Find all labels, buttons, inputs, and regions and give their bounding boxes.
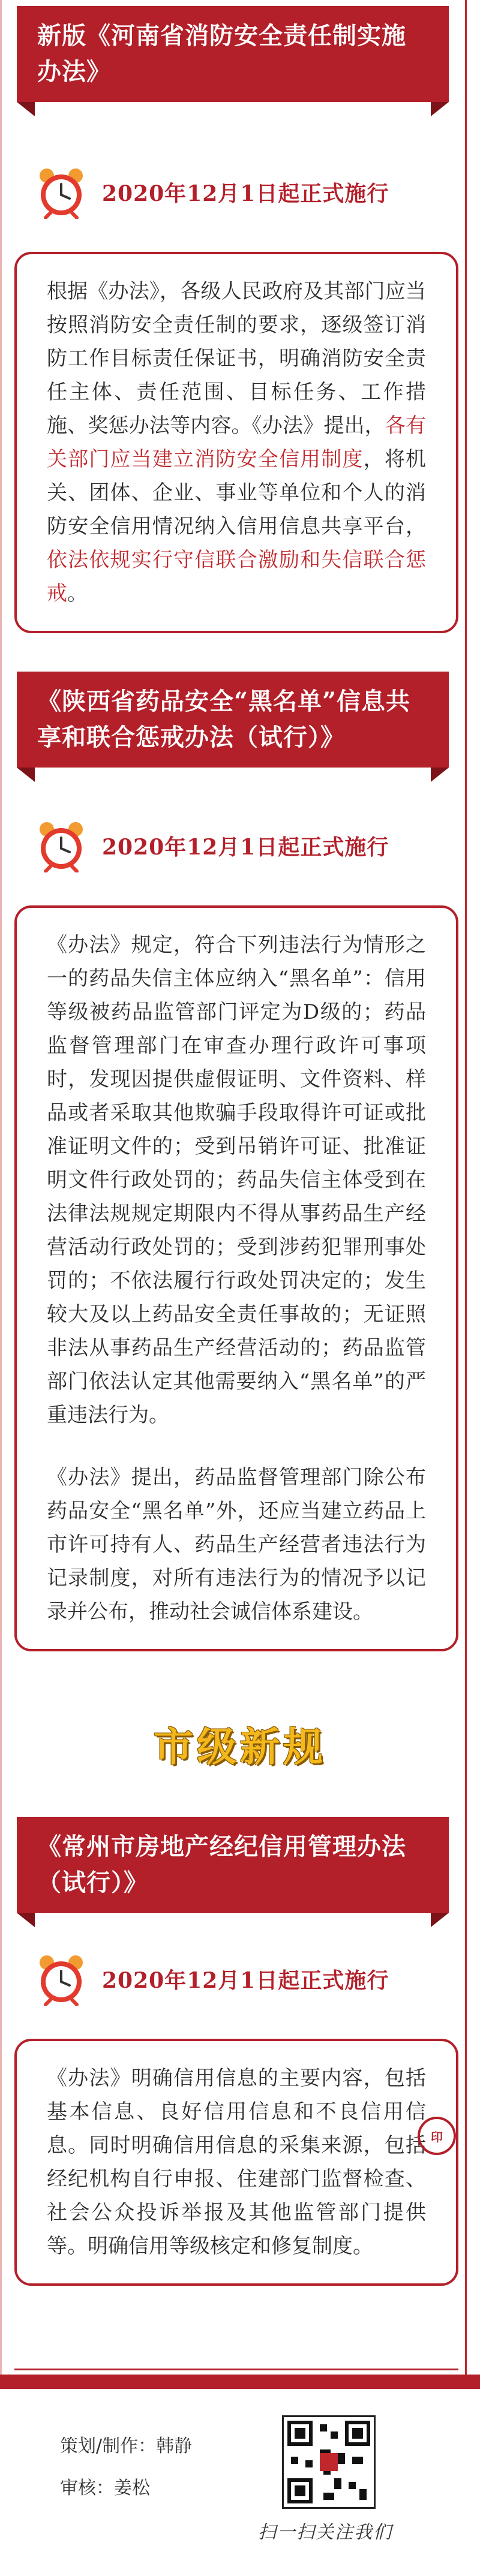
text-run: 根据《办法》，各级人民政府及其部门应当按照消防安全责任制的要求，逐级签订消防工作目标责任保证书，明确消防安全责任主体、责任范围、目标任务、工作措施、奖惩办法等内容。《办法》提出， xyxy=(47,279,426,438)
left-border-line xyxy=(0,0,2,2375)
section-2-date: 2020年12月1日起正式施行 xyxy=(102,834,389,860)
alarm-clock-icon xyxy=(36,1952,86,2006)
right-border-line xyxy=(465,0,467,2375)
section-1-date-row xyxy=(36,162,389,222)
section-3-paragraph-1 xyxy=(47,2062,426,2263)
qr-code-icon[interactable] xyxy=(282,2415,376,2509)
section-1-paragraph-1 xyxy=(47,275,426,610)
section-3-title: 《常州市房地产经纪信用管理办法（试行）》 xyxy=(37,1832,406,1897)
section-3-date: 2020年12月1日起正式施行 xyxy=(102,1967,389,1993)
scan-follow-text: 扫一扫关注我们 xyxy=(258,2522,392,2543)
highlight-text-run: 各有关部门应当建立消防安全信用制度 xyxy=(47,414,427,471)
highlight-text-run: 依法依规实行守信联合激励和失信联合惩戒 xyxy=(47,548,426,606)
planner-credit: 策划/制作：韩静 xyxy=(60,2436,193,2457)
text-run: 。 xyxy=(67,582,88,606)
footer xyxy=(0,2389,480,2576)
section-2-title-banner xyxy=(17,672,449,768)
seal-icon: 印 xyxy=(418,2117,456,2155)
section-2-paragraph-2 xyxy=(47,1461,426,1629)
section-1-date: 2020年12月1日起正式施行 xyxy=(102,180,389,206)
section-2-paragraph-1 xyxy=(47,928,426,1432)
alarm-clock-icon xyxy=(36,818,86,872)
text-run: ，将机关、团体、企业、事业等单位和个人的消防安全信用情况纳入信用信息共享平台， xyxy=(47,447,427,538)
section-3-content-card xyxy=(14,2039,458,2286)
alarm-clock-icon xyxy=(36,165,86,219)
reviewer-credit: 审核：姜松 xyxy=(60,2478,150,2499)
text-run: 《办法》提出，药品监督管理部门除公布药品安全“黑名单”外，还应当建立药品上市许可持有人、药品生产经营者违法行为记录制度，对所有违法行为的情况予以记录并公布，推动社会诚信体系建设。 xyxy=(47,1465,426,1624)
section-3-title-banner xyxy=(17,1817,449,1913)
section-3-date-row xyxy=(36,1949,389,2009)
city-regulations-heading: 市级新规 xyxy=(154,1724,326,1770)
footer-divider xyxy=(14,2357,458,2370)
section-1-title-banner xyxy=(17,6,449,102)
text-run: 《办法》明确信用信息的主要内容，包括基本信息、良好信用信息和不良信用信息。同时明确信用信息的采集来源，包括经纪机构自行申报、住建部门监督检查、社会公众投诉举报及其他监管部门提供等。明确信用等级核定和修复制度。 xyxy=(47,2066,426,2258)
section-2-date-row xyxy=(36,815,389,875)
section-2-title: 《陕西省药品安全“黑名单”信息共享和联合惩戒办法（试行）》 xyxy=(37,687,411,751)
text-run: 《办法》规定，符合下列违法行为情形之一的药品失信主体应纳入“黑名单”：信用等级被药品监管部门评定为D级的；药品监督管理部门在审查办理行政许可事项时，发现因提供虚假证明、文件资料、样品或者采取其他欺骗手段取得许可证或批准证明文件的；受到吊销许可证、批准证明文件行政处罚的；药品失信主体受到在法律法规规定期限内不得从事药品生产经营活动行政处罚的；受到涉药犯罪刑事处罚的；不依法履行行政处罚决定的；发生较大及以上药品安全责任事故的；无证照非法从事药品生产经营活动的；药品监管部门依法认定其他需要纳入“黑名单”的严重违法行为。 xyxy=(47,933,426,1427)
section-1-content-card xyxy=(14,252,458,633)
section-1-title: 新版《河南省消防安全责任制实施办法》 xyxy=(37,22,406,86)
footer-band xyxy=(0,2375,480,2389)
section-2-content-card xyxy=(14,905,458,1651)
